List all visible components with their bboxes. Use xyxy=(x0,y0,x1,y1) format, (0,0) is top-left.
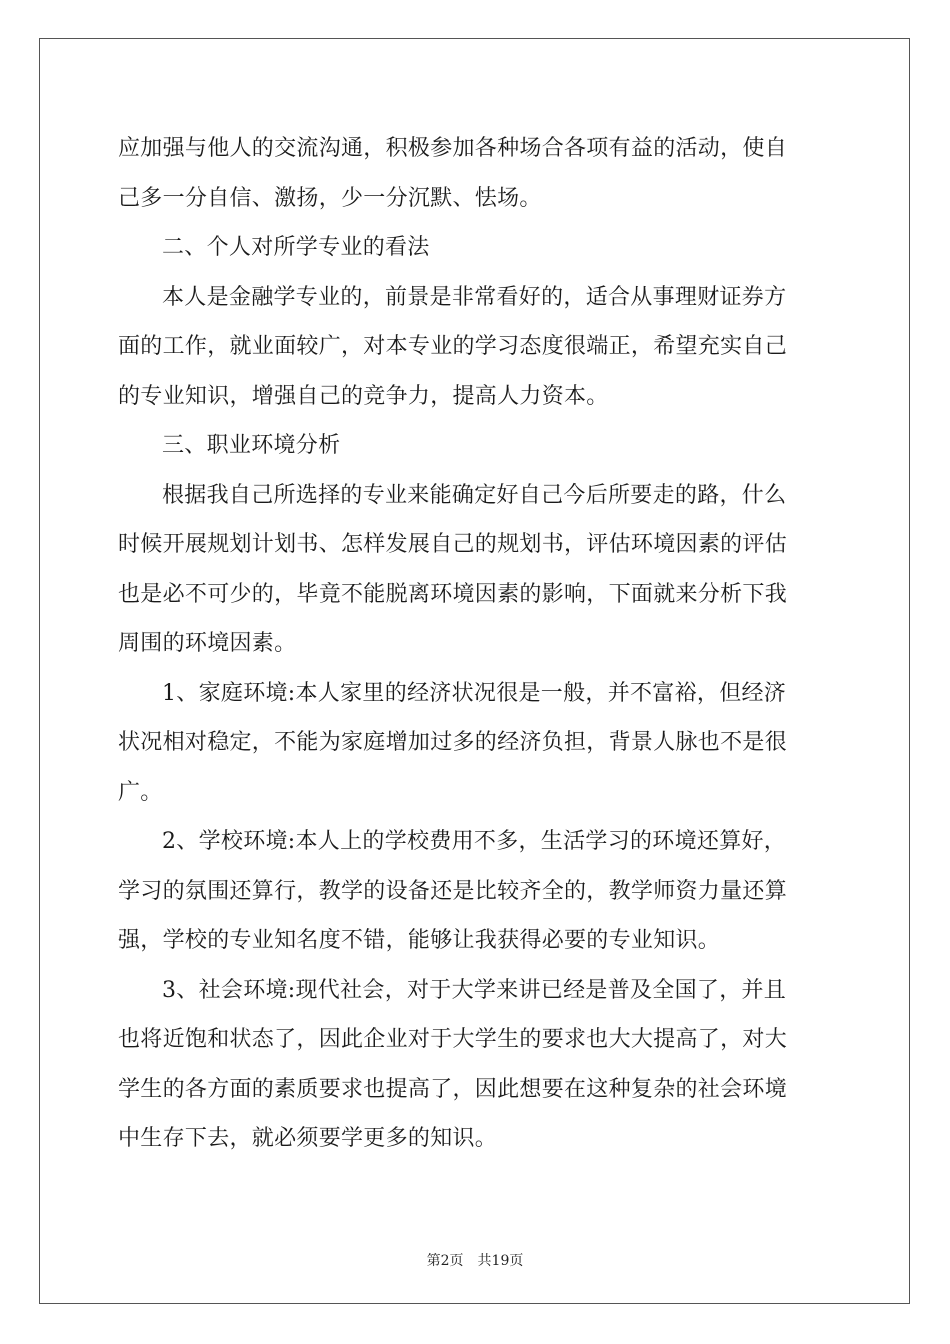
page-footer xyxy=(0,1250,950,1270)
text-line: 2、学校环境:本人上的学校费用不多，生活学习的环境还算好， xyxy=(162,829,787,854)
text-line: 应加强与他人的交流沟通，积极参加各种场合各项有益的活动，使自 xyxy=(118,136,788,161)
text-line: 3、社会环境:现代社会，对于大学来讲已经是普及全国了，并且 xyxy=(162,977,787,1003)
text-line: 本人是金融学专业的，前景是非常看好的，适合从事理财证券方 xyxy=(162,284,787,310)
page-number: 第2页 xyxy=(426,1253,464,1269)
text-line: 根据我自己所选择的专业来能确定好自己今后所要走的路，什么 xyxy=(162,482,787,508)
section-heading: 三、职业环境分析 xyxy=(162,433,341,458)
text-line: 面的工作，就业面较广，对本专业的学习态度很端正，希望充实自己 xyxy=(118,334,788,359)
text-line: 状况相对稳定，不能为家庭增加过多的经济负担，背景人脉也不是很 xyxy=(118,730,788,755)
text-line: 强，学校的专业知名度不错，能够让我获得必要的专业知识。 xyxy=(118,928,721,953)
section-heading: 二、个人对所学专业的看法 xyxy=(162,235,430,260)
text-line: 学生的各方面的素质要求也提高了，因此想要在这种复杂的社会环境 xyxy=(118,1076,788,1102)
document-body xyxy=(118,124,834,1164)
page-total: 共19页 xyxy=(477,1253,524,1269)
text-line: 也是必不可少的，毕竟不能脱离环境因素的影响，下面就来分析下我 xyxy=(118,581,788,607)
text-line: 时候开展规划计划书、怎样发展自己的规划书，评估环境因素的评估 xyxy=(118,532,788,557)
text-line: 广。 xyxy=(118,779,163,805)
text-line: 的专业知识，增强自己的竞争力，提高人力资本。 xyxy=(118,383,609,409)
text-line: 己多一分自信、激扬，少一分沉默、怯场。 xyxy=(118,185,542,211)
text-line: 也将近饱和状态了，因此企业对于大学生的要求也大大提高了，对大 xyxy=(118,1027,788,1052)
text-line: 中生存下去，就必须要学更多的知识。 xyxy=(118,1126,498,1151)
text-line: 1、家庭环境:本人家里的经济状况很是一般，并不富裕，但经济 xyxy=(162,680,787,706)
text-line: 周围的环境因素。 xyxy=(118,631,297,656)
text-line: 学习的氛围还算行，教学的设备还是比较齐全的，教学师资力量还算 xyxy=(118,878,788,904)
